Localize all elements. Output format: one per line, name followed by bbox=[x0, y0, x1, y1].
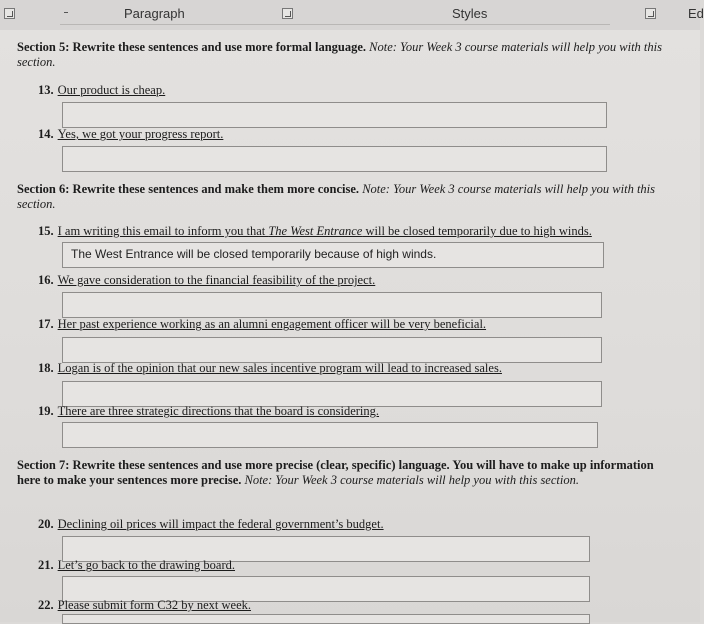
section-6-title: Section 6: Rewrite these sentences and make them more concise. bbox=[17, 182, 360, 196]
answer-box-16[interactable] bbox=[62, 292, 602, 318]
section-5-heading bbox=[17, 40, 677, 70]
question-number: 21. bbox=[38, 558, 54, 572]
answer-box-19[interactable] bbox=[62, 422, 598, 448]
section-7-title: Section 7: Rewrite these sentences and use more precise (clear, specific) language. You will have to make up information here to make your sentences more precise. bbox=[17, 458, 654, 487]
question-20 bbox=[38, 517, 384, 532]
section-6-note: Note: Your Week 3 course materials will help you with this section. bbox=[17, 182, 656, 211]
question-text: Yes, we got your progress report. bbox=[57, 127, 224, 141]
question-18 bbox=[38, 361, 502, 376]
ribbon-underline bbox=[60, 24, 610, 25]
styles-group-label: Styles bbox=[452, 6, 488, 21]
paragraph-group-label: Paragraph bbox=[124, 6, 185, 21]
question-19 bbox=[38, 404, 379, 419]
question-number: 14. bbox=[38, 127, 54, 141]
question-text: Let’s go back to the drawing board. bbox=[57, 558, 236, 572]
question-number: 13. bbox=[38, 83, 54, 97]
question-text: I am writing this email to inform you that bbox=[57, 224, 269, 238]
question-14 bbox=[38, 127, 223, 142]
styles-dialog-launcher-icon[interactable] bbox=[645, 8, 656, 19]
question-16 bbox=[38, 273, 375, 288]
section-5-title: Section 5: Rewrite these sentences and use more formal language. bbox=[17, 40, 367, 54]
question-15 bbox=[38, 224, 592, 239]
question-text: Logan is of the opinion that our new sales incentive program will lead to increased sales. bbox=[57, 361, 502, 375]
paragraph-dialog-launcher-icon[interactable] bbox=[282, 8, 293, 19]
word-ribbon bbox=[0, 0, 704, 30]
answer-box-13[interactable] bbox=[62, 102, 607, 128]
question-17 bbox=[38, 317, 486, 332]
question-number: 16. bbox=[38, 273, 54, 287]
question-text: Declining oil prices will impact the federal government’s budget. bbox=[57, 517, 384, 531]
question-22 bbox=[38, 598, 251, 613]
editing-group-label: Ed bbox=[688, 6, 704, 21]
section-6-heading bbox=[17, 182, 677, 212]
section-7-heading bbox=[17, 458, 677, 488]
question-number: 17. bbox=[38, 317, 54, 331]
question-21 bbox=[38, 558, 235, 573]
answer-box-17[interactable] bbox=[62, 337, 602, 363]
answer-text: The West Entrance will be closed temporarily because of high winds. bbox=[71, 247, 437, 261]
question-number: 18. bbox=[38, 361, 54, 375]
font-dialog-launcher-icon[interactable] bbox=[4, 8, 15, 19]
question-text: Please submit form C32 by next week. bbox=[57, 598, 251, 612]
answer-box-22[interactable] bbox=[62, 614, 590, 624]
question-text-end: will be closed temporarily due to high winds. bbox=[362, 224, 592, 238]
question-text: We gave consideration to the financial feasibility of the project. bbox=[57, 273, 376, 287]
ribbon-divider bbox=[64, 12, 68, 13]
section-7-note: Note: Your Week 3 course materials will help you with this section. bbox=[244, 473, 579, 487]
answer-box-14[interactable] bbox=[62, 146, 607, 172]
question-text: There are three strategic directions that the board is considering. bbox=[57, 404, 380, 418]
section-5-note: Note: Your Week 3 course materials will help you with this section. bbox=[17, 40, 662, 69]
question-text: Her past experience working as an alumni engagement officer will be very beneficial. bbox=[57, 317, 487, 331]
question-13 bbox=[38, 83, 165, 98]
answer-box-15[interactable] bbox=[62, 242, 604, 268]
document-page[interactable] bbox=[0, 30, 700, 622]
question-number: 20. bbox=[38, 517, 54, 531]
question-number: 22. bbox=[38, 598, 54, 612]
question-text-italic: The West Entrance bbox=[268, 224, 363, 238]
question-text: Our product is cheap. bbox=[57, 83, 166, 97]
question-number: 19. bbox=[38, 404, 54, 418]
question-number: 15. bbox=[38, 224, 54, 238]
